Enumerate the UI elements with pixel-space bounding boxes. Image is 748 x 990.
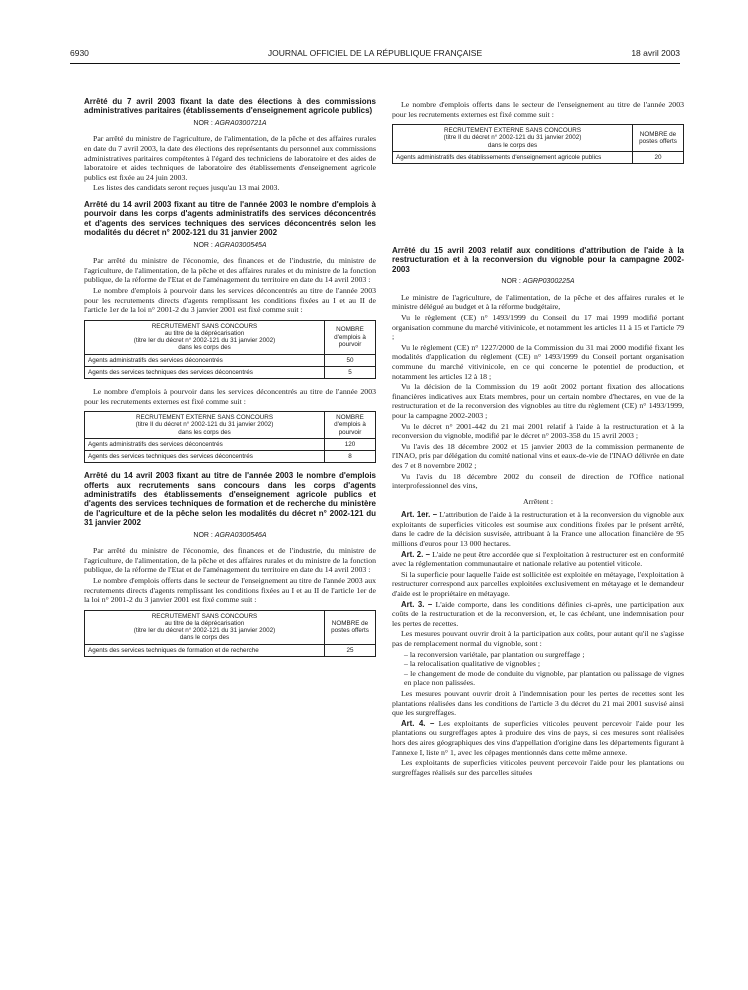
a3-nor: NOR : AGRA0300546A (193, 531, 267, 539)
table-row: Agents des services techniques de formation et de recherche 25 (85, 644, 376, 656)
a4-art2b: Si la superficie pour laquelle l'aide est sollicitée est exploitée en métayage, l'exploitation à restructurer correspond aux parcelles exploitées exclusivement en métayage et le demandeur d'aide est le propriétaire en métayage. (392, 569, 684, 599)
left-column (84, 97, 376, 665)
a2-p3: Le nombre d'emplois à pourvoir dans les services déconcentrés au titre de l'année 2003 pour les recrutements externes est fixé comme suit : (84, 386, 376, 406)
table-header: RECRUTEMENT EXTERNE SANS CONCOURS (titre II du décret n° 2002-121 du 31 janvier 2002) dans le corps des (393, 125, 633, 152)
a3-p1: Par arrêté du ministre de l'économie, des finances et de l'industrie, du ministre de l'agriculture, de l'alimentation, de la pêche et des affaires rurales et du ministre de la fonction publique, de la réforme de l'Etat et de l'aménagement du territoire en date du 14 avril 2003 : (84, 546, 376, 575)
a4-art3b: Les mesures pouvant ouvrir droit à la participation aux coûts, pour autant qu'il ne s'agisse pas de remplacement normal du vignoble, sont : (392, 629, 684, 648)
list-item: – la relocalisation qualitative de vignobles ; (404, 659, 684, 669)
a4-v2: Vu le règlement (CE) n° 1227/2000 de la Commission du 31 mai 2000 modifié fixant les modalités d'application du règlement (CE) n° 1493/1999 du Conseil portant organisation commune du marché vitivinicole, en ce qui concerne le potentiel de production, et notamment les articles 12 à 18 ; (392, 342, 684, 381)
a2-p2: Le nombre d'emplois à pourvoir dans les services déconcentrés au titre de l'année 2003 pour les recrutements directs d'agents remplissant les conditions fixées au I et au II de l'article 1er de la loi n° 2001-2 du 3 janvier 2001 est fixé comme suit : (84, 285, 376, 315)
a4-measures-list (404, 650, 684, 688)
a4-arretent: Arrêtent : (522, 496, 554, 506)
a3-p2: Le nombre d'emplois offerts dans le secteur de l'enseignement au titre de l'année 2003 aux recrutements directs d'agents remplissant les conditions fixées au I et au II de l'article 1er de la loi n° 2001-2 du 3 janvier 2001 est fixé comme suit : (84, 575, 376, 605)
a2-table2 (84, 411, 376, 463)
table-header: RECRUTEMENT SANS CONCOURS au titre de la déprécarisation (titre Ier du décret n° 2002-121 du 31 janvier 2002) dans les corps des (85, 320, 325, 354)
table-number-header: NOMBRE de postes offerts (633, 125, 684, 152)
list-item: – la reconversion variétale, par plantation ou surgreffage ; (404, 650, 684, 660)
a2-p1: Par arrêté du ministre de l'économie, des finances et de l'industrie, du ministre de l'agriculture, de l'alimentation, de la pêche et des affaires rurales et du ministre de la fonction publique, de la réforme de l'Etat et de l'aménagement du territoire en date du 14 avril 2003 : (84, 256, 376, 285)
table-number-header: NOMBRE d'emplois à pourvoir (325, 412, 376, 439)
a3-title: Arrêté du 14 avril 2003 fixant au titre de l'année 2003 le nombre d'emplois offerts aux recrutements sans concours dans les corps d'agents administratifs des établissements d'enseignement agricole publics et d'agents des services techniques de formation et de recherche du ministère de l'agriculture et de la pêche selon les modalités du décret n° 2002-121 du 31 janvier 2002 (84, 471, 376, 528)
table-row: Agents des services techniques des services déconcentrés 5 (85, 366, 376, 378)
a3-p3: Le nombre d'emplois offerts dans le secteur de l'enseignement au titre de l'année 2003 pour les recrutements externes est fixé comme suit : (392, 100, 684, 119)
table-row: Agents administratifs des services déconcentrés 50 (85, 354, 376, 366)
a3-table2 (392, 124, 684, 164)
table-number-header: NOMBRE d'emplois à pourvoir (325, 320, 376, 354)
a4-intro: Le ministre de l'agriculture, de l'alimentation, de la pêche et des affaires rurales et le ministre délégué au budget et à la réforme budgétaire, (392, 292, 684, 312)
table-row: Agents des services techniques des services déconcentrés 8 (85, 450, 376, 462)
a1-title: Arrêté du 7 avril 2003 fixant la date des élections à des commissions administratives paritaires (établissements d'enseignement agricole publics) (84, 97, 376, 116)
issue-date: 18 avril 2003 (631, 48, 680, 58)
a4-v6: Vu l'avis du 18 décembre 2002 du conseil de direction de l'Office national interprofessionnel des vins, (392, 471, 684, 491)
a4-title: Arrêté du 15 avril 2003 relatif aux conditions d'attribution de l'aide à la restructuration et à la reconversion du vignoble pour la campagne 2002-2003 (392, 246, 684, 274)
right-column-top (392, 100, 684, 172)
a4-art4b: Les exploitants de superficies viticoles peuvent percevoir l'aide pour les plantations ou surgreffages réalisés sur des parcelles situées (392, 758, 684, 777)
a2-title: Arrêté du 14 avril 2003 fixant au titre de l'année 2003 le nombre d'emplois à pourvoir dans les corps d'agents administratifs des services déconcentrés et d'agents des services techniques des services déconcentrés selon les modalités du décret n° 2002-121 du 31 janvier 2002 (84, 199, 376, 238)
a4-v5: Vu l'avis des 18 décembre 2002 et 15 janvier 2003 de la commission permanente de l'INAO, pris par délégation du comité national vins et eaux-de-vie de l'INAO délivrée en date des 7 et 8 novembre 2002 ; (392, 441, 684, 470)
a2-table1 (84, 320, 376, 379)
table-header: RECRUTEMENT SANS CONCOURS au titre de la déprécarisation (titre Ier du décret n° 2002-121 du 31 janvier 2002) dans le corps des (85, 610, 325, 644)
a4-art4: Art. 4. – Les exploitants de superficies viticoles peuvent percevoir l'aide pour les plantations ou surgreffages aptes à produire des vins de pays, si ces mesures sont réalisées hors des aires géographiques des vins d'appellation d'origine dans les départements figurant à l'annexe I, liste n° 1, avec les cépages mentionnés dans cette même annexe. (392, 718, 684, 757)
a4-art1: Art. 1er. – L'attribution de l'aide à la restructuration et à la reconversion du vignoble aux exploitants de superficies viticoles est soumise aux conditions fixées par le présent arrêté, dans le cadre de la décision susvisée, attribuant à la France une allocation financière de 95 millions d'euros pour 13 000 hectares. (392, 510, 684, 549)
a1-p1: Par arrêté du ministre de l'agriculture, de l'alimentation, de la pêche et des affaires rurales en date du 7 avril 2003, la date des élections des représentants du personnel aux commissions administratives paritaires compétentes à l'égard des techniciens de laboratoire et des aides de laboratoire et aides techniques de laboratoire des établissements d'enseignement agricole publics est fixée au 24 juin 2003. (84, 134, 376, 182)
table-number-header: NOMBRE de postes offerts (325, 610, 376, 644)
journal-title: JOURNAL OFFICIEL DE LA RÉPUBLIQUE FRANÇAISE (267, 48, 483, 58)
a4-v3: Vu la décision de la Commission du 19 août 2002 portant fixation des allocations financières indicatives aux Etats membres, pour un certain nombre d'hectares, en vue de la restructuration et de la reconversion des vignobles au titre du règlement (CE) n° 1493/1999, pour la campagne 2002-2003 ; (392, 382, 684, 420)
list-item: – le changement de mode de conduite du vignoble, par plantation ou palissage de vignes en place non palissées. (404, 669, 684, 688)
a4-art3c: Les mesures pouvant ouvrir droit à l'indemnisation pour les pertes de recettes sont les plantations réalisées dans les conditions de l'article 3 du décret du 21 mai 2001 susvisé ainsi que les surgreffages. (392, 688, 684, 718)
a4-v1: Vu le règlement (CE) n° 1493/1999 du Conseil du 17 mai 1999 modifié portant organisation commune du marché vitivinicole, et notamment les articles 11 à 15 et l'article 79 ; (392, 313, 684, 342)
a1-p2: Les listes des candidats seront reçues jusqu'au 13 mai 2003. (93, 183, 280, 193)
a4-art3: Art. 3. – L'aide comporte, dans les conditions définies ci-après, une participation aux coûts de la restructuration et de la reconversion, et, le cas échéant, une indemnisation pour les pertes de recettes. (392, 599, 684, 628)
page-header (70, 48, 680, 62)
a1-nor: NOR : AGRA0300721A (193, 119, 267, 127)
page-number: 6930 (70, 48, 89, 58)
a3-table1 (84, 610, 376, 657)
table-row: Agents administratifs des établissements d'enseignement agricole publics 20 (393, 151, 684, 163)
table-row: Agents administratifs des services déconcentrés 120 (85, 438, 376, 450)
right-column (392, 246, 684, 778)
a4-nor: NOR : AGRP0300225A (501, 278, 575, 286)
a4-v4: Vu le décret n° 2001-442 du 21 mai 2001 relatif à l'aide à la restructuration et à la reconversion du vignoble, modifié par le décret n° 2003-358 du 15 avril 2003 ; (392, 421, 684, 441)
header-rule (70, 63, 680, 64)
a4-art2: Art. 2. – L'aide ne peut être accordée que si l'exploitation à restructurer est en conformité avec la réglementation communautaire et nationale relative au potentiel viticole. (392, 549, 684, 569)
a2-nor: NOR : AGRA0300545A (193, 241, 267, 249)
table-header: RECRUTEMENT EXTERNE SANS CONCOURS (titre II du décret n° 2002-121 du 31 janvier 2002) dans les corps des (85, 412, 325, 439)
